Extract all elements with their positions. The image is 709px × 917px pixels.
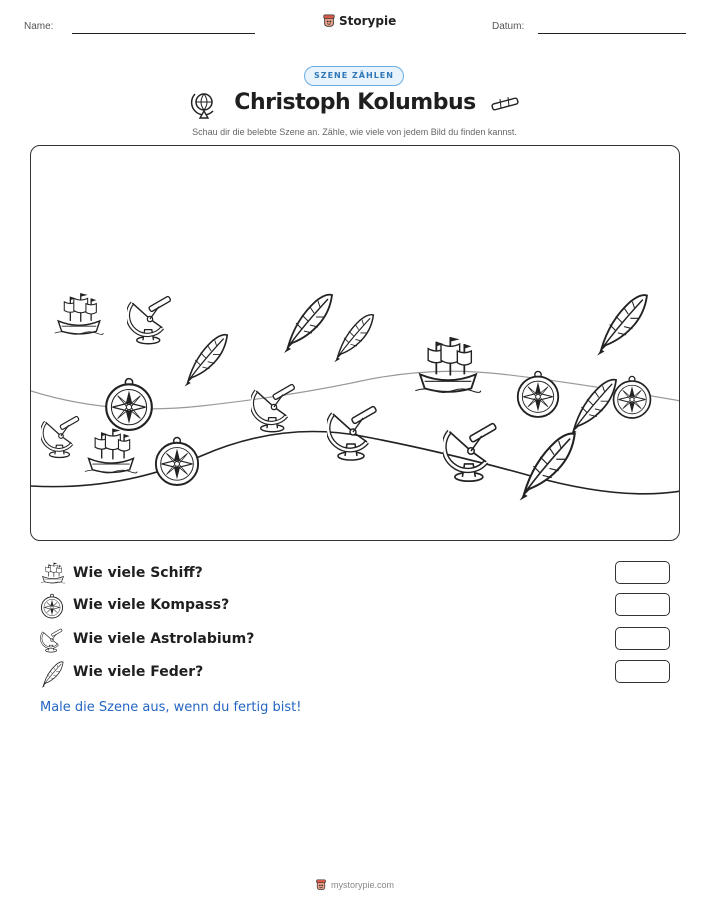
answer-box-compass[interactable] bbox=[615, 593, 670, 616]
astrolabe-item bbox=[128, 296, 171, 344]
ship-item bbox=[55, 293, 104, 334]
astrolabe-icon bbox=[40, 627, 64, 653]
ship-item bbox=[85, 429, 137, 473]
question-row-feather bbox=[40, 660, 670, 686]
astrolabe-item bbox=[42, 416, 80, 458]
brand-logo bbox=[322, 14, 396, 28]
question-row-astrolabe bbox=[40, 627, 670, 653]
compass-icon bbox=[40, 593, 64, 619]
feather-item bbox=[597, 295, 647, 356]
question-row-ship bbox=[40, 561, 670, 587]
question-label: Wie viele Feder? bbox=[73, 664, 204, 680]
question-label: Wie viele Astrolabium? bbox=[73, 631, 255, 647]
answer-box-astrolabe[interactable] bbox=[615, 627, 670, 650]
feather-item bbox=[520, 434, 575, 501]
name-label: Name: bbox=[24, 21, 54, 32]
date-field[interactable] bbox=[538, 33, 686, 34]
mascot-icon bbox=[322, 14, 336, 28]
feather-item bbox=[334, 315, 373, 363]
feather-item bbox=[185, 335, 228, 387]
feather-item bbox=[284, 295, 332, 353]
compass-item bbox=[156, 437, 198, 485]
compass-item bbox=[518, 371, 558, 417]
answer-box-feather[interactable] bbox=[615, 660, 670, 683]
scene-illustration bbox=[31, 146, 680, 541]
ship-item bbox=[415, 337, 480, 392]
page-title: Christoph Kolumbus bbox=[234, 90, 476, 115]
counting-scene bbox=[30, 145, 680, 541]
compass-item bbox=[614, 376, 651, 418]
activity-badge: SZENE ZÄHLEN bbox=[304, 66, 404, 86]
astrolabe-item bbox=[252, 384, 295, 432]
coloring-instruction: Male die Szene aus, wenn du fertig bist! bbox=[40, 700, 302, 715]
ship-icon bbox=[40, 561, 66, 585]
footer-url[interactable]: mystorypie.com bbox=[330, 880, 394, 890]
globe-icon bbox=[190, 90, 218, 120]
question-label: Wie viele Schiff? bbox=[73, 565, 203, 581]
astrolabe-item bbox=[444, 423, 497, 481]
subtitle: Schau dir die belebte Szene an. Zähle, wie viele von jedem Bild du finden kannst. bbox=[192, 127, 517, 137]
compass-item bbox=[106, 379, 152, 430]
spyglass-icon bbox=[490, 96, 520, 112]
name-field[interactable] bbox=[72, 33, 255, 34]
brand-name: Storypie bbox=[339, 14, 397, 28]
question-row-compass bbox=[40, 593, 670, 619]
mascot-icon bbox=[315, 879, 327, 891]
date-label: Datum: bbox=[492, 21, 525, 32]
feather-icon bbox=[40, 660, 64, 688]
question-label: Wie viele Kompass? bbox=[73, 597, 230, 613]
answer-box-ship[interactable] bbox=[615, 561, 670, 584]
feather-item bbox=[570, 380, 616, 436]
footer bbox=[0, 879, 709, 891]
